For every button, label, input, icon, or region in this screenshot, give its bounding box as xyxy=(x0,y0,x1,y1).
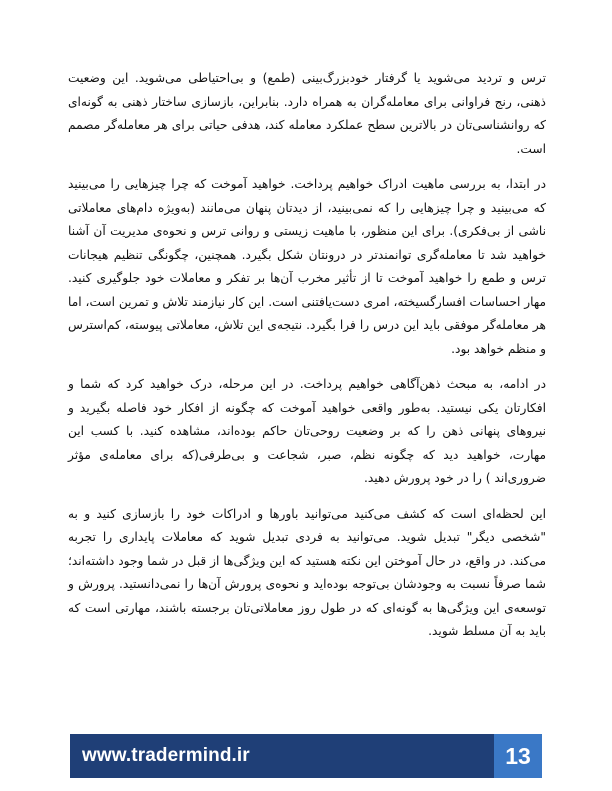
page-number-box xyxy=(494,734,542,778)
page-body xyxy=(68,67,546,656)
paragraph-4: این لحظه‌ای است که کشف می‌کنید می‌توانید باورها و ادراکات خود را بازسازی کنید و به "شخصی دیگر" تبدیل شوید. می‌توانید به فردی تبدیل شوید که معاملات پایداری را تجربه می‌کند. در واقع، در حال آموختن این نکته هستید که این ویژگی‌ها از قبل در شما وجود داشته‌اند؛ شما صرفاً نسبت به وجودشان بی‌توجه بوده‌اید و نحوه‌ی پرورش آن‌ها را نمی‌دانستید. پرورش و توسعه‌ی این ویژگی‌ها به گونه‌ای که در طول روز معاملاتی‌تان برجسته باشند، مهارتی است که باید به آن مسلط شوید. xyxy=(68,506,546,638)
footer-band xyxy=(70,734,542,778)
page-number: 13 xyxy=(505,743,531,769)
paragraph-3: در ادامه، به مبحث ذهن‌آگاهی خواهیم پرداخت. در این مرحله، درک خواهید کرد که شما و افکارتان یکی نیستید. به‌طور واقعی خواهید آموخت که چگونه از افکار خود فاصله بگیرید و نیروهای پنهانی ذهن را که بر وضعیت روحی‌تان حاکم بوده‌اند، مشاهده کنید. با کسب این مهارت، خواهید دید که چگونه نظم، صبر، شجاعت و بی‌طرفی(که برای معامله‌ی مؤثر ضروری‌اند ) را در خود پرورش دهید. xyxy=(68,377,546,485)
website-link[interactable]: www.tradermind.ir xyxy=(82,745,250,766)
paragraph-2: در ابتدا، به بررسی ماهیت ادراک خواهیم پرداخت. خواهید آموخت که چرا چیزهایی را می‌بینید که می‌بینید و چرا چیزهایی را که نمی‌بینید، از دیدتان پنهان می‌مانند (به‌ویژه دام‌های معاملاتی ناشی از بی‌فکری). برای این منظور، با ماهیت زیستی و روانی ترس و نحوه‌ی مدیریت آن آشنا خواهید شد تا معامله‌گری توانمندتر در درونتان شکل بگیرد. همچنین، چگونگی تنظیم هیجانات ترس و طمع را خواهید آموخت تا از تأثیر مخرب آن‌ها بر تفکر و معاملات خود جلوگیری کنید. مهار احساسات افسارگسیخته، امری دست‌یافتنی است. این کار نیازمند تلاش و تمرین است، اما هر معامله‌گر موفقی باید این درس را فرا بگیرد. نتیجه‌ی این تلاش، معاملاتی پیوسته، کم‌استرس و منظم خواهد بود. xyxy=(68,177,546,356)
paragraph-1: ترس و تردید می‌شوید یا گرفتار خودبزرگ‌بینی (طمع) و بی‌احتیاطی می‌شوید. این وضعیت ذهنی، رنج فراوانی برای معامله‌گران به همراه دارد. بنابراین، بازسازی ساختار ذهنی به گونه‌ای که روانشناسی‌تان در بالاترین سطح عملکرد معامله کند، هدفی حیاتی برای هر معامله‌گر مصمم است. xyxy=(68,71,546,156)
